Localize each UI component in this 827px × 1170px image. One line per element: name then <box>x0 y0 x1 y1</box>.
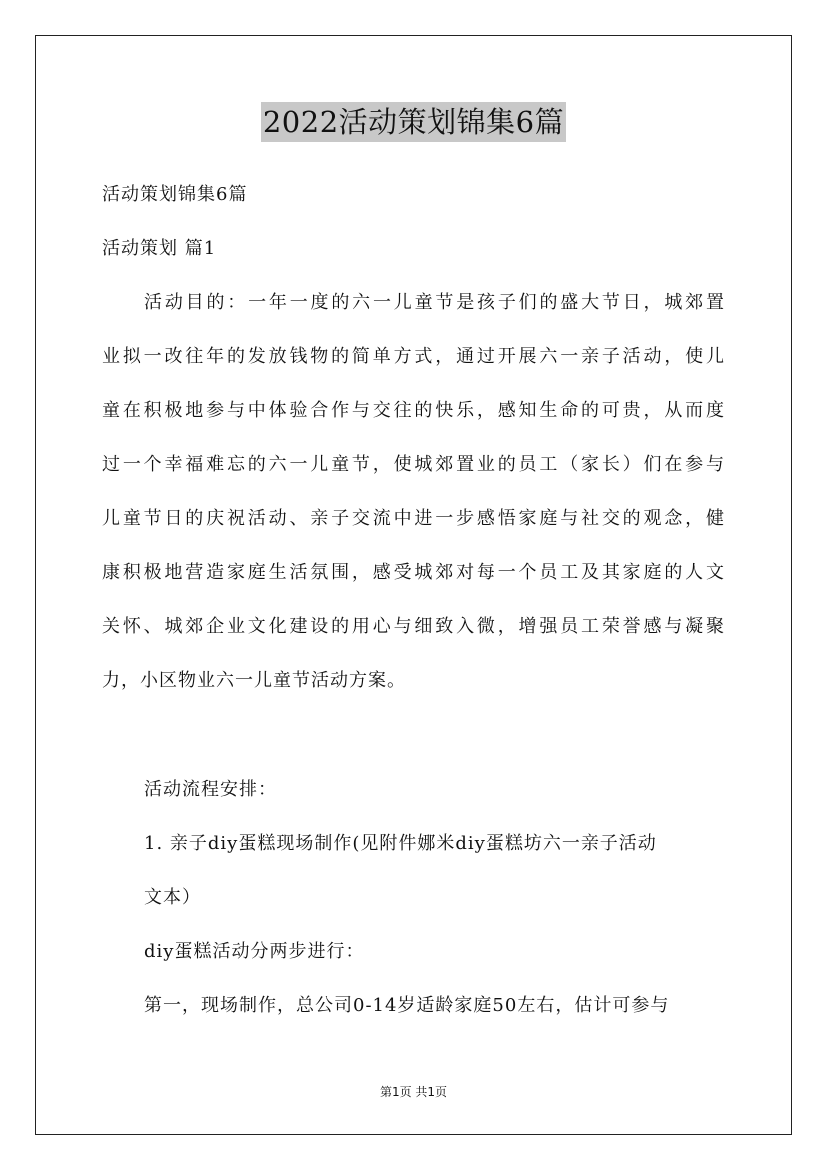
purpose-line: 力，小区物业六一儿童节活动方案。 <box>102 670 406 691</box>
step-one-text: 第一，现场制作，总公司0-14岁适龄家庭50左右，估计可参与 <box>144 995 670 1016</box>
purpose-line: 过一个幸福难忘的六一儿童节，使城郊置业的员工（家长）们在参与 <box>102 454 724 475</box>
purpose-line: 儿童节日的庆祝活动、亲子交流中进一步感悟家庭与社交的观念，健 <box>102 508 724 529</box>
purpose-line: 关怀、城郊企业文化建设的用心与细致入微，增强员工荣誉感与凝聚 <box>102 616 724 637</box>
list-item-line: 1. 亲子diy蛋糕现场制作(见附件娜米diy蛋糕坊六一亲子活动 <box>144 833 657 854</box>
purpose-line: 业拟一改往年的发放钱物的简单方式，通过开展六一亲子活动，使儿 <box>102 346 724 367</box>
section-heading: 活动策划 篇1 <box>102 238 217 259</box>
document-title: 2022活动策划锦集6篇 <box>261 102 566 142</box>
flow-heading: 活动流程安排： <box>144 779 277 800</box>
list-item-line: 文本） <box>144 887 201 908</box>
purpose-line: 活动目的：一年一度的六一儿童节是孩子们的盛大节日，城郊置 <box>144 292 724 313</box>
purpose-line: 童在积极地参与中体验合作与交往的快乐，感知生命的可贵，从而度 <box>102 400 724 421</box>
page-footer: 第1页 共1页 <box>379 1085 448 1099</box>
purpose-line: 康积极地营造家庭生活氛围，感受城郊对每一个员工及其家庭的人文 <box>102 562 724 583</box>
diy-steps-text: diy蛋糕活动分两步进行： <box>144 941 365 962</box>
title-container <box>0 102 827 142</box>
document-subtitle: 活动策划锦集6篇 <box>102 184 248 205</box>
